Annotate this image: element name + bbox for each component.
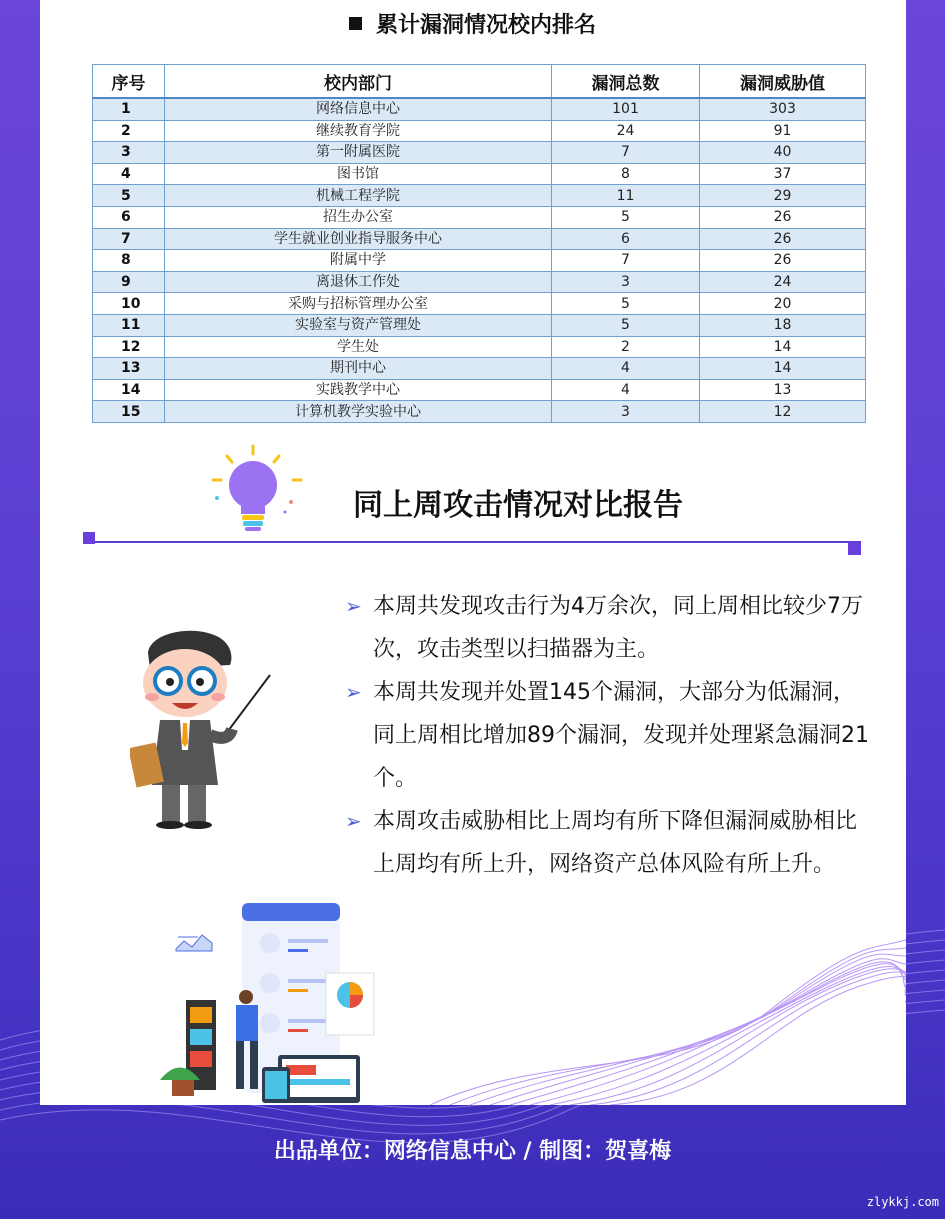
vuln-count-cell: 2 — [552, 336, 700, 358]
table-row — [93, 142, 866, 164]
threat-value-cell: 12 — [700, 401, 866, 423]
department-cell: 采购与招标管理办公室 — [165, 293, 552, 315]
threat-value-cell: 14 — [700, 336, 866, 358]
rank-cell: 5 — [93, 185, 165, 207]
column-header: 序号 — [93, 65, 165, 99]
rank-cell: 7 — [93, 228, 165, 250]
card-wave-decoration — [430, 930, 906, 1105]
rank-cell: 3 — [93, 142, 165, 164]
table-row — [93, 206, 866, 228]
department-cell: 实践教学中心 — [165, 379, 552, 401]
rank-cell: 11 — [93, 314, 165, 336]
department-cell: 学生就业创业指导服务中心 — [165, 228, 552, 250]
vulnerability-ranking-table — [92, 64, 866, 423]
department-cell: 图书馆 — [165, 163, 552, 185]
column-header: 校内部门 — [165, 65, 552, 99]
table-row — [93, 250, 866, 272]
watermark: zlykkj.com — [866, 1195, 939, 1209]
vuln-count-cell: 4 — [552, 379, 700, 401]
department-cell: 学生处 — [165, 336, 552, 358]
ranking-title-text: 累计漏洞情况校内排名 — [375, 13, 596, 38]
rank-cell: 15 — [93, 401, 165, 423]
teacher-illustration — [130, 625, 280, 830]
vuln-count-cell: 8 — [552, 163, 700, 185]
table-row — [93, 120, 866, 142]
table-row — [93, 336, 866, 358]
table-row — [93, 379, 866, 401]
threat-value-cell: 13 — [700, 379, 866, 401]
bullet-text: 本周攻击威胁相比上周均有所下降但漏洞威胁相比上周均有所上升，网络资产总体风险有所上升。 — [373, 809, 858, 877]
table-row — [93, 358, 866, 380]
rank-cell: 10 — [93, 293, 165, 315]
rank-cell: 9 — [93, 271, 165, 293]
threat-value-cell: 26 — [700, 250, 866, 272]
rank-cell: 13 — [93, 358, 165, 380]
threat-value-cell: 26 — [700, 228, 866, 250]
department-cell: 实验室与资产管理处 — [165, 314, 552, 336]
table-header-row — [93, 65, 866, 99]
department-cell: 网络信息中心 — [165, 98, 552, 120]
threat-value-cell: 18 — [700, 314, 866, 336]
table-row — [93, 163, 866, 185]
threat-value-cell: 20 — [700, 293, 866, 315]
department-cell: 机械工程学院 — [165, 185, 552, 207]
square-bullet-icon — [349, 17, 362, 30]
arrow-bullet-icon: ➢ — [345, 809, 362, 833]
divider-square-left — [83, 532, 95, 544]
table-row — [93, 228, 866, 250]
rank-cell: 1 — [93, 98, 165, 120]
report-bullet-item — [343, 671, 873, 800]
threat-value-cell: 14 — [700, 358, 866, 380]
arrow-bullet-icon: ➢ — [345, 680, 362, 704]
vuln-count-cell: 101 — [552, 98, 700, 120]
section-divider — [83, 541, 861, 543]
threat-value-cell: 26 — [700, 206, 866, 228]
vuln-count-cell: 7 — [552, 142, 700, 164]
table-row — [93, 293, 866, 315]
rank-cell: 14 — [93, 379, 165, 401]
threat-value-cell: 91 — [700, 120, 866, 142]
bullet-text: 本周共发现攻击行为4万余次，同上周相比较少7万次，攻击类型以扫描器为主。 — [373, 594, 863, 662]
vuln-count-cell: 7 — [552, 250, 700, 272]
vuln-count-cell: 11 — [552, 185, 700, 207]
vuln-count-cell: 5 — [552, 293, 700, 315]
bullet-text: 本周共发现并处置145个漏洞，大部分为低漏洞，同上周相比增加89个漏洞，发现并处理紧急漏洞21个。 — [373, 680, 869, 791]
department-cell: 附属中学 — [165, 250, 552, 272]
rank-cell: 4 — [93, 163, 165, 185]
lightbulb-icon — [205, 440, 315, 545]
vuln-count-cell: 3 — [552, 271, 700, 293]
vuln-count-cell: 6 — [552, 228, 700, 250]
table-body — [93, 98, 866, 422]
vuln-count-cell: 3 — [552, 401, 700, 423]
table-row — [93, 98, 866, 120]
divider-square-right — [848, 543, 861, 555]
threat-value-cell: 24 — [700, 271, 866, 293]
department-cell: 期刊中心 — [165, 358, 552, 380]
threat-value-cell: 37 — [700, 163, 866, 185]
table-row — [93, 401, 866, 423]
rank-cell: 2 — [93, 120, 165, 142]
department-cell: 计算机教学实验中心 — [165, 401, 552, 423]
column-header: 漏洞威胁值 — [700, 65, 866, 99]
department-cell: 继续教育学院 — [165, 120, 552, 142]
rank-cell: 8 — [93, 250, 165, 272]
table-row — [93, 271, 866, 293]
department-cell: 第一附属医院 — [165, 142, 552, 164]
department-cell: 招生办公室 — [165, 206, 552, 228]
report-bullet-item — [343, 585, 873, 671]
mobile-app-illustration — [150, 895, 390, 1110]
threat-value-cell: 29 — [700, 185, 866, 207]
vuln-count-cell: 24 — [552, 120, 700, 142]
column-header: 漏洞总数 — [552, 65, 700, 99]
table-row — [93, 314, 866, 336]
footer-credit: 出品单位：网络信息中心 / 制图：贺喜梅 — [273, 1139, 672, 1164]
department-cell: 离退休工作处 — [165, 271, 552, 293]
threat-value-cell: 303 — [700, 98, 866, 120]
rank-cell: 6 — [93, 206, 165, 228]
vuln-count-cell: 5 — [552, 206, 700, 228]
table-row — [93, 185, 866, 207]
comparison-report-title: 同上周攻击情况对比报告 — [353, 488, 683, 523]
ranking-title — [0, 8, 945, 39]
rank-cell: 12 — [93, 336, 165, 358]
report-bullets — [343, 585, 873, 886]
vuln-count-cell: 5 — [552, 314, 700, 336]
report-bullet-item — [343, 800, 873, 886]
threat-value-cell: 40 — [700, 142, 866, 164]
arrow-bullet-icon: ➢ — [345, 594, 362, 618]
vuln-count-cell: 4 — [552, 358, 700, 380]
